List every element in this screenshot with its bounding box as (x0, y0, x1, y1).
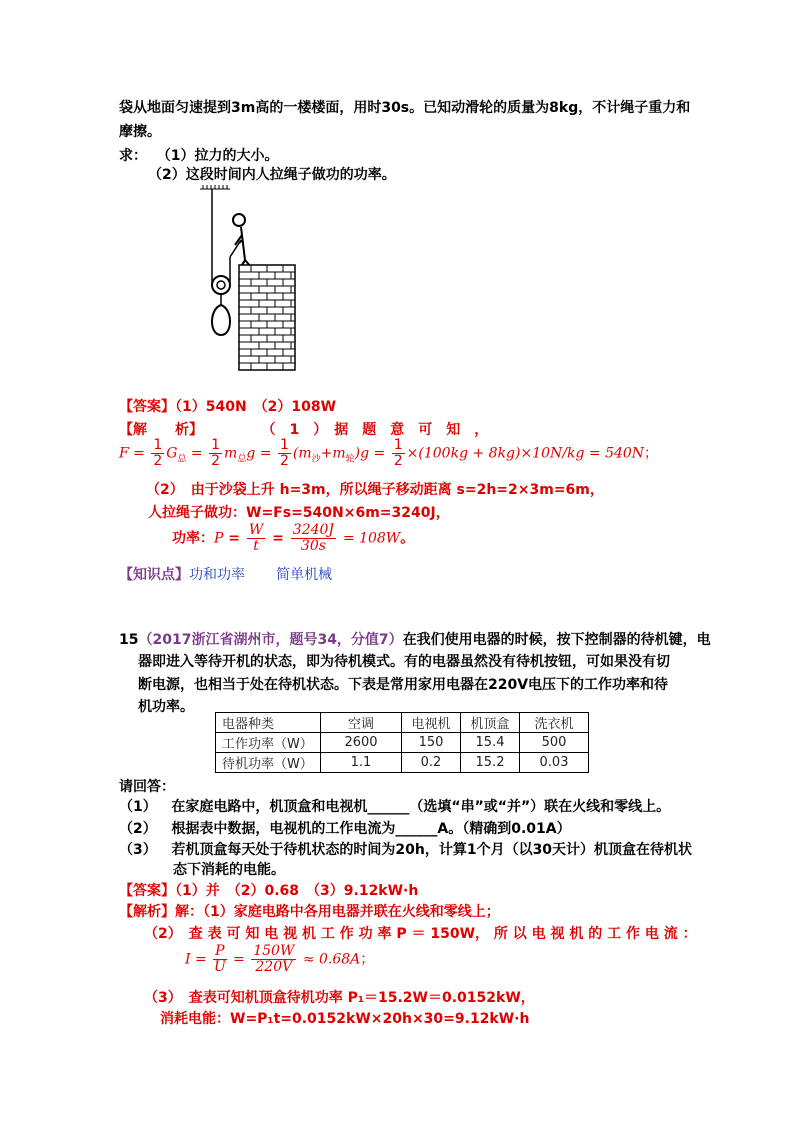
knowledge-1: 功和功率 (189, 567, 245, 583)
table-cell: 工作功率（W） (216, 733, 321, 753)
table-cell: 500 (520, 733, 589, 753)
pulley-figure (195, 185, 305, 375)
table-header: 机顶盒 (461, 713, 520, 733)
movable-pulley-icon (212, 276, 230, 305)
answer-tag: 【答案】 (119, 399, 175, 415)
table-cell: 1.1 (321, 753, 402, 773)
p15-q3-cont: 态下消耗的电能。 (173, 862, 285, 878)
table-row (216, 733, 589, 753)
p15-text4: 机功率。 (138, 699, 194, 715)
p15-energy: 消耗电能：W=P₁t=0.0152kW×20h×30=9.12kW·h (160, 1011, 530, 1027)
table-cell: 2600 (321, 733, 402, 753)
p15-q2: （2） 根据表中数据，电视机的工作电流为______A。（精确到0.01A） (119, 821, 571, 837)
table-row (216, 753, 589, 773)
p14-q1: （1）拉力的大小。 (156, 148, 279, 164)
p14-answer (119, 397, 336, 417)
table-cell: 15.2 (461, 753, 520, 773)
sandbag-icon (212, 305, 230, 335)
analysis-tag: 【解 析】 (119, 422, 203, 438)
table-header: 电视机 (402, 713, 461, 733)
frac-half-4: $\frac{1}{2}$ (393, 437, 403, 469)
p15-line1 (119, 630, 711, 650)
p15-current-formula: I = $\frac{P}{U}$ = $\frac{150W}{220V}$ ≈ 0.68A； (185, 943, 375, 975)
p15-text2: 器即进入等待开机的状态，即为待机模式。有的电器虽然没有待机按钮，可如果没有切 (138, 654, 670, 670)
p15-text1: 在我们使用电器的时候，按下控制器的待机键，电 (402, 632, 711, 648)
table-header: 空调 (321, 713, 402, 733)
p15-step2: （2） 查 表 可 知 电 视 机 工 作 功 率 P ＝ 150W， 所 以 电 视 机 的 工 作 电 流 ： (144, 926, 697, 942)
p14-analysis (119, 420, 488, 440)
knowledge-tag: 【知识点】 (119, 567, 189, 583)
p14-text-line2: 摩擦。 (119, 124, 161, 140)
frac-half-3: $\frac{1}{2}$ (279, 437, 289, 469)
p15-analysis: 【解析】解：（1）家庭电路中各用电器并联在火线和零线上； (119, 904, 500, 920)
p15-answer: 【答案】（1）并 （2）0.68 （3）9.12kW·h (119, 883, 419, 899)
p15-step3: （3） 查表可知机顶盒待机功率 P₁＝15.2W＝0.0152kW， (144, 990, 535, 1006)
p14-power: 功率：P = $\frac{W}{t}$ = $\frac{3240J}{30s}$ = 108W。 (172, 522, 415, 554)
frac-half-2: $\frac{1}{2}$ (211, 437, 221, 469)
table-cell: 0.03 (520, 753, 589, 773)
brick-wall-icon (239, 265, 295, 370)
p14-ask (119, 146, 279, 166)
table-cell: 0.2 (402, 753, 461, 773)
table-cell: 15.4 (461, 733, 520, 753)
formula-calc: ×(100kg + 8kg)×10N/kg = 540N (406, 445, 645, 462)
ceiling-icon (200, 185, 230, 189)
p14-knowledge (119, 565, 332, 585)
answer-text: （1）540N （2）108W (175, 399, 337, 415)
p15-text3: 断电源，也相当于处在待机状态。下表是常用家用电器在220V电压下的工作功率和待 (138, 677, 669, 693)
table-cell: 待机功率（W） (216, 753, 321, 773)
formula-F: F (119, 445, 129, 462)
table-header: 电器种类 (216, 713, 321, 733)
p15-source: （2017浙江省湖州市，题号34，分值7） (138, 632, 403, 648)
person-icon (233, 214, 251, 267)
p14-step2-line1: （2） 由于沙袋上升 h=3m，所以绳子移动距离 s=2h=2×3m=6m， (146, 482, 604, 498)
table-header-row (216, 713, 589, 733)
power-label: 功率： (172, 530, 214, 547)
analysis-intro: （ 1 ） 据 题 意 可 知 ， (261, 422, 489, 438)
p15-q1: （1） 在家庭电路中，机顶盒和电视机______（选填“串”或“并”）联在火线和零线上。 (119, 799, 671, 815)
power-table (215, 712, 589, 773)
frac-w-t: $\frac{W}{t}$ (248, 522, 264, 554)
table-cell: 150 (402, 733, 461, 753)
frac-current-values: $\frac{150W}{220V}$ (253, 943, 295, 975)
ask-label: 求： (119, 148, 147, 164)
p14-step2-line2: 人拉绳子做功：W=Fs=540N×6m=3240J， (148, 505, 450, 521)
frac-p-u: $\frac{P}{U}$ (213, 943, 226, 975)
p15-number: 15 (119, 632, 139, 648)
p15-q3: （3） 若机顶盒每天处于待机状态的时间为20h，计算1个月（以30天计）机顶盒在待机状 (119, 842, 693, 858)
formula-force: F = $\frac{1}{2}$ $G_总$ = $\frac{1}{2}$ $m_总g$ = $\frac{1}{2}$ $(m_沙+m_轮)g$ = $\frac{1}{2}$ ×(100kg + 8kg)×10N/kg = 540N； (119, 437, 659, 469)
p14-text-line1: 袋从地面匀速提到3m高的一楼楼面，用时30s。已知动滑轮的质量为8kg，不计绳子重力和 (119, 100, 691, 116)
p14-q2: （2）这段时间内人拉绳子做功的功率。 (148, 167, 396, 183)
frac-half-1: $\frac{1}{2}$ (153, 437, 163, 469)
knowledge-2: 简单机械 (276, 567, 333, 583)
table-header: 洗衣机 (520, 713, 589, 733)
frac-power-values: $\frac{3240J}{30s}$ (292, 522, 335, 554)
p15-please-answer: 请回答： (119, 779, 175, 795)
